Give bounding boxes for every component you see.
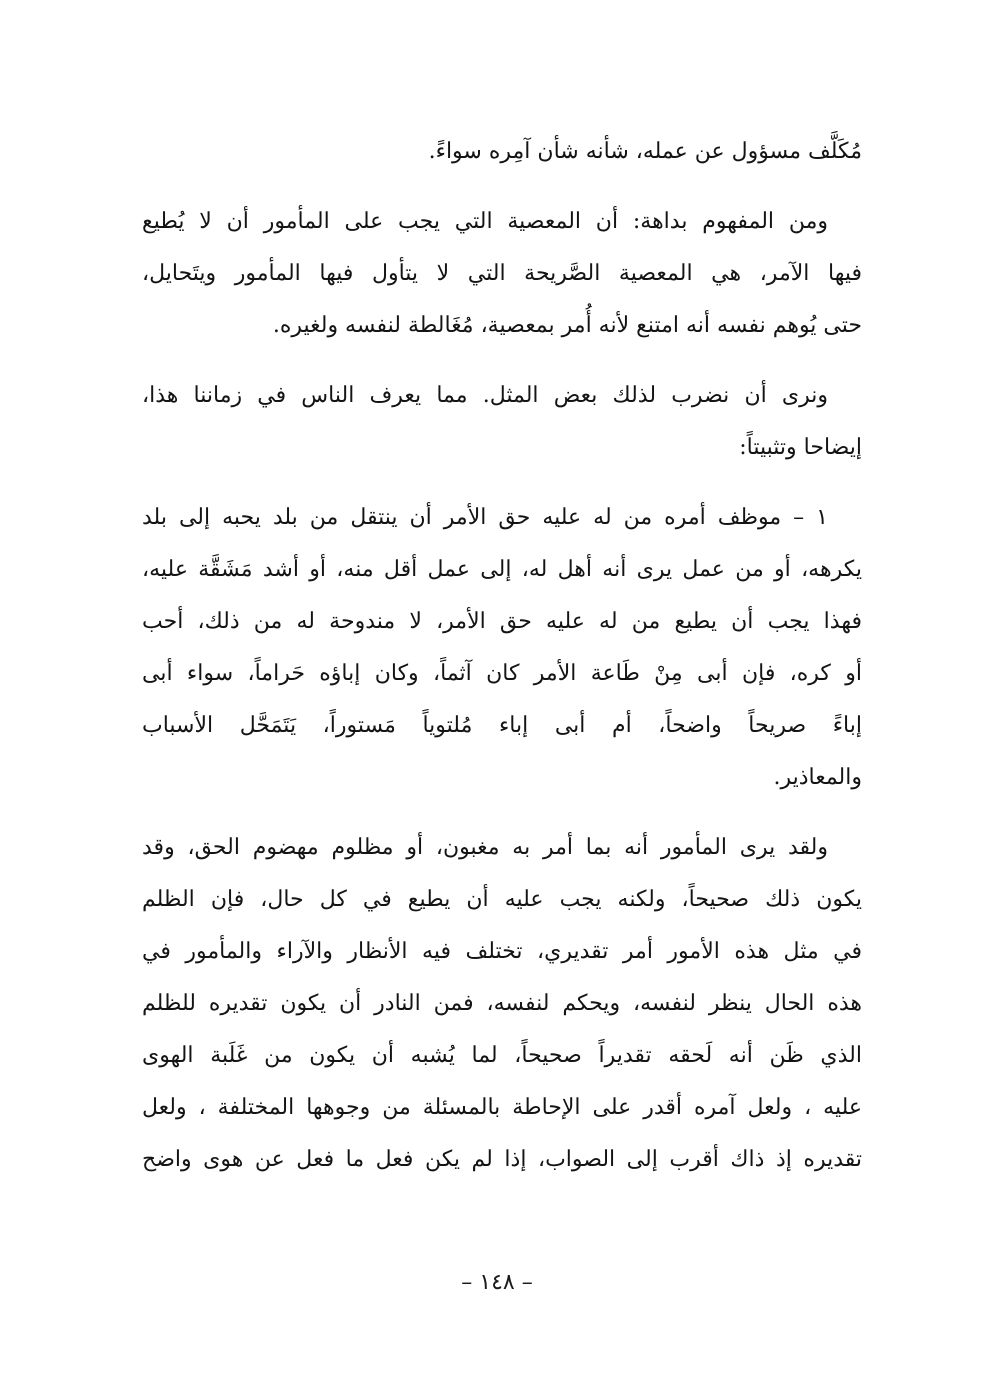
text-line: مُكَلَّف مسؤول عن عمله، شأنه شأن آمِره سواءً. [428, 139, 862, 164]
text-line: فهذا يجب أن يطيع من له عليه حق الأمر، لا مندوحة له من ذلك، أحب [142, 609, 862, 634]
text-line: إيضاحا وتثبيتاً: [739, 435, 862, 460]
text-line: والمعاذير. [773, 765, 862, 790]
text-line: ونرى أن نضرب لذلك بعض المثل. مما يعرف الناس في زماننا هذا، [142, 383, 828, 408]
text-line: أو كره، فإن أبى مِنْ طَاعة الأمر كان آثماً، وكان إباؤه حَراماً، سواء أبى [142, 661, 862, 686]
text-line: إباءً صريحاً واضحاً، أم أبى إباء مُلتوياً مَستوراً، يَتَمَحَّل الأسباب [142, 713, 862, 738]
text-line: ولقد يرى المأمور أنه بما أمر به مغبون، أو مظلوم مهضوم الحق، وقد [142, 835, 828, 860]
text-line: يكرهه، أو من عمل يرى أنه أهل له، إلى عمل أقل منه، أو أشد مَشَقَّة عليه، [142, 557, 862, 582]
paragraph-5 [142, 822, 862, 1186]
paragraph-2 [142, 196, 862, 352]
text-line: يكون ذلك صحيحاً، ولكنه يجب عليه أن يطيع في كل حال، فإن الظلم [142, 887, 862, 912]
text-line: الذي ظَن أنه لَحقه تقديراً صحيحاً، لما يُشبه أن يكون من غَلَبة الهوى [142, 1043, 862, 1068]
text-line: ١ – موظف أمره من له عليه حق الأمر أن ينتقل من بلد يحبه إلى بلد [142, 505, 828, 530]
page-body [142, 126, 862, 1186]
page-number: – ١٤٨ – [461, 1270, 533, 1295]
text-line: ومن المفهوم بداهة: أن المعصية التي يجب على المأمور أن لا يُطيع [142, 209, 828, 234]
paragraph-1 [142, 126, 862, 178]
paragraph-3 [142, 370, 862, 474]
text-line: في مثل هذه الأمور أمر تقديري، تختلف فيه الأنظار والآراء والمأمور في [142, 939, 862, 964]
text-line: عليه ، ولعل آمره أقدر على الإحاطة بالمسئلة من وجوهها المختلفة ، ولعل [142, 1095, 862, 1120]
text-line: فيها الآمر، هي المعصية الصَّريحة التي لا يتأول فيها المأمور ويتَحايل، [142, 261, 862, 286]
text-line: تقديره إذ ذاك أقرب إلى الصواب، إذا لم يكن فعل ما فعل عن هوى واضح [142, 1147, 862, 1172]
text-line: هذه الحال ينظر لنفسه، ويحكم لنفسه، فمن النادر أن يكون تقديره للظلم [142, 991, 862, 1016]
paragraph-4 [142, 492, 862, 804]
text-line: حتى يُوهم نفسه أنه امتنع لأنه أُمر بمعصية، مُغَالطة لنفسه ولغيره. [272, 313, 862, 338]
